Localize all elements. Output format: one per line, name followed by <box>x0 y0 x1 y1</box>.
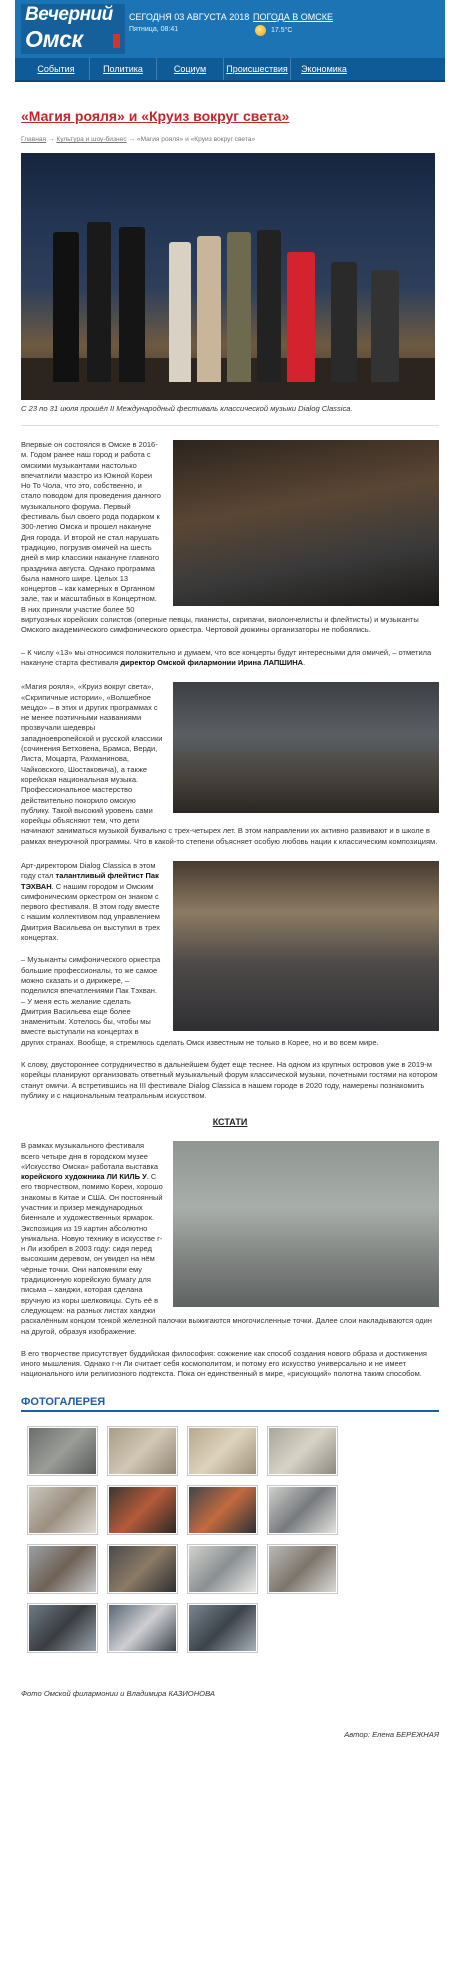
gallery-thumbnail[interactable] <box>27 1603 98 1653</box>
logo-line1: Вечерний <box>25 4 113 25</box>
performer-figure <box>371 270 399 382</box>
gallery-thumbnail[interactable] <box>27 1544 98 1594</box>
quote-lapshina <box>21 648 439 669</box>
section-festival-intro <box>21 440 439 636</box>
exhibition-photo <box>173 1141 439 1307</box>
main-nav <box>15 58 445 82</box>
quote-pak: – Музыканты симфонического оркестра большие профессионалы, то же самое можно сказать и о дирижере, – поделился впечатлениями Пак Тэхван. – У меня есть желание сделать Дмитрия Васильева еще более знаменитым. Хотелось бы, чтобы мы вместе выступали на концертах в других странах. Вообще, я стремлюсь сделать Омск известным не только в Корее, но и во всем мире. <box>21 955 379 1047</box>
quote-text: – К числу «13» мы относимся положительно и думаем, что все концерты будут интересными для омичей, – отметила накануне старта фестиваля <box>21 647 432 667</box>
article-author: Автор: Елена БЕРЕЖНАЯ <box>344 1729 439 1739</box>
section-art-director <box>21 861 439 1048</box>
performer-figure <box>169 242 191 382</box>
orchestra-photo <box>173 440 439 606</box>
gallery-thumbnail[interactable] <box>187 1485 258 1535</box>
breadcrumb-home[interactable]: Главная <box>21 136 47 143</box>
logo-line2: Омск <box>25 26 83 52</box>
performer-figure <box>197 236 221 382</box>
hero-photo <box>21 153 435 400</box>
page <box>15 0 445 1739</box>
paragraph-part: Арт-директором Dialog Classica в этом году стал <box>21 860 156 881</box>
current-date: СЕГОДНЯ 03 АВГУСТА 2018 <box>129 12 250 22</box>
paragraph: Впервые он состоялся в Омске в 2016-м. Годом ранее наш город и работа с омскими музыкантами настолько впечатлили маэстро из Южной Кореи Но То Чола, что это, собственно, и стало поводом для проведения данного музыкального форума. Первый фестиваль был своего рода подарком к 300-летию Омска и прошел накануне Дня города. И второй не стал нарушать традицию, погрузив омичей на шесть дней в мир классики накануне главного праздника августа. Однако программа была намного шире. Целых 13 концертов – как камерных в Органном зале, так и масштабных в Концертном. В них приняли участие более 50 виртуозных корейских солистов (оперные певцы, пианисты, скрипачи, виолончелисты и флейтисты) и музыканты Омского академического симфонического оркестра. Чертовой дюжины организаторы не побоялись. <box>21 440 419 635</box>
nav-item-society[interactable]: Социум <box>157 58 224 80</box>
art-director-name: талантливый флейтист Пак ТЭХВАН <box>21 871 159 891</box>
site-logo[interactable] <box>21 4 125 54</box>
gallery-thumbnail[interactable] <box>187 1426 258 1476</box>
paragraph-part: . С его творчеством, помимо Кореи, хорошо знакомы в Китае и США. Он постоянный участник и призер международных биеннале и художественных ярмарок. Экспозиция из 19 картин абсолютно уникальна. Новую технику в искусстве г-н Ли изобрел в 2003 году: сидя перед высохшим деревом, он увидел на нём чёрные точки. Они напомнили ему традиционную корейскую бумагу для письма – ханджи, которая сделана вручную из коры шелковицы. Суть её в следующем: на разных листах ханджи раскалённым концом тонкой железной палочки выжигаются многочисленные точки. Далее слои накладываются один на другой, образуя изображение. <box>21 1172 432 1336</box>
logo-mark <box>113 34 120 48</box>
temperature: 17.5°C <box>271 27 293 34</box>
ensemble-photo <box>173 861 439 1031</box>
site-header <box>15 0 445 58</box>
breadcrumb-separator: → <box>128 136 137 143</box>
performer-figure <box>53 232 79 382</box>
breadcrumb-current: «Магия рояля» и «Круиз вокруг света» <box>136 136 256 143</box>
article <box>15 108 445 1739</box>
nav-item-economy[interactable]: Экономика <box>301 64 347 74</box>
weather-link[interactable]: ПОГОДА В ОМСКЕ <box>253 12 333 22</box>
article-title[interactable]: «Магия рояля» и «Круиз вокруг света» <box>21 108 290 124</box>
performer-figure <box>331 262 357 382</box>
performer-figure <box>87 222 111 382</box>
gallery-thumbnail[interactable] <box>107 1426 178 1476</box>
breadcrumb-separator: → <box>47 136 57 143</box>
paragraph: В его творчестве присутствует буддийская философия: сожжение как способ создания нового образа и достижения иного мышления. Однако г-н Ли считает себя космополитом, и потому его искусство универсально и не имеет национального или религиозного подтекста. Пока он единственный в мире, «рисующий» полотна таким способом. <box>21 1348 427 1379</box>
hero-caption: С 23 по 31 июля прошёл II Международный фестиваль классической музыки Dialog Classica. <box>21 404 353 413</box>
current-time: Пятница, 08:41 <box>129 26 179 33</box>
gallery-thumbnail[interactable] <box>107 1544 178 1594</box>
gallery-thumbnail[interactable] <box>267 1485 338 1535</box>
gallery-thumbnail[interactable] <box>187 1544 258 1594</box>
section-programs <box>21 682 439 847</box>
paragraph: «Магия рояля», «Круиз вокруг света», «Скрипичные истории», «Волшебное мецдо» – в этих и других программах с не менее поэтичными названиями прозвучали шедевры западноевропейской и русской классики (сочинения Бетховена, Брамса, Верди, Листа, Моцарта, Рахманинова, Чайковского, Шостаковича), а также корейская национальная музыка. Профессиональное мастерство действительно покорило омскую публику. Такой высокий уровень сами корейцы объясняют тем, что дети начинают заниматься музыкой буквально с трех-четырех лет. В этом направлении их активно развивают и в школе в рамках внеурочной программы. Что в какой-то степени объясняет особую любовь нации к классическим композициям. <box>21 682 438 846</box>
breadcrumb-section[interactable]: Культура и шоу-бизнес <box>56 136 127 143</box>
singer-photo <box>173 682 439 813</box>
paragraph: К слову, двустороннее сотрудничество в дальнейшем будет еще теснее. На одном из крупных островов уже в 2019-м корейцы планируют организовать ответный музыкальный форум классической музыки, почетными гостями на котором станут омичи. А встретившись на III фестивале Dialog Classica в нашем городе в 2020 году, намерены познакомить публику и с национальным театральным искусством. <box>21 1060 438 1100</box>
quote-author: директор Омской филармонии Ирина ЛАПШИНА <box>120 657 304 667</box>
nav-item-incidents[interactable]: Происшествия <box>224 58 291 80</box>
quote-end: . <box>303 657 306 667</box>
breadcrumb <box>21 136 439 143</box>
gallery-title: ФОТОГАЛЕРЕЯ <box>21 1395 106 1408</box>
gallery-thumbnail[interactable] <box>187 1603 258 1653</box>
performer-figure <box>257 230 281 382</box>
gallery-thumbnail[interactable] <box>107 1603 178 1653</box>
performer-figure <box>227 232 251 382</box>
artist-name: корейского художника ЛИ КИЛЬ У <box>21 1172 147 1182</box>
divider <box>21 425 439 426</box>
performer-figure <box>287 252 315 382</box>
gallery-thumbnail[interactable] <box>267 1544 338 1594</box>
gallery-thumbnail[interactable] <box>27 1426 98 1476</box>
paragraph-part: В рамках музыкального фестиваля всего четыре дня в городском музее «Искусство Омска» работала выставка <box>21 1141 159 1171</box>
photo-gallery <box>27 1426 439 1653</box>
sun-icon <box>255 25 266 36</box>
gallery-thumbnail[interactable] <box>267 1426 338 1476</box>
section-exhibition <box>21 1141 439 1337</box>
kstati-heading: КСТАТИ <box>212 1117 248 1128</box>
nav-item-events[interactable]: События <box>23 58 90 80</box>
nav-item-politics[interactable]: Политика <box>90 58 157 80</box>
gallery-divider <box>21 1410 439 1412</box>
paragraph-part: . С нашим городом и Омским симфоническим оркестром он знаком с первого фестиваля. В этом году вместе с нашим коллективом под управлением Дмитрия Васильева он выступил в трех концертах. <box>21 881 161 943</box>
gallery-thumbnail[interactable] <box>27 1485 98 1535</box>
gallery-thumbnail[interactable] <box>107 1485 178 1535</box>
performer-figure <box>119 227 145 382</box>
photo-credit: Фото Омской филармонии и Владимира КАЗИОНОВА <box>21 1688 215 1698</box>
